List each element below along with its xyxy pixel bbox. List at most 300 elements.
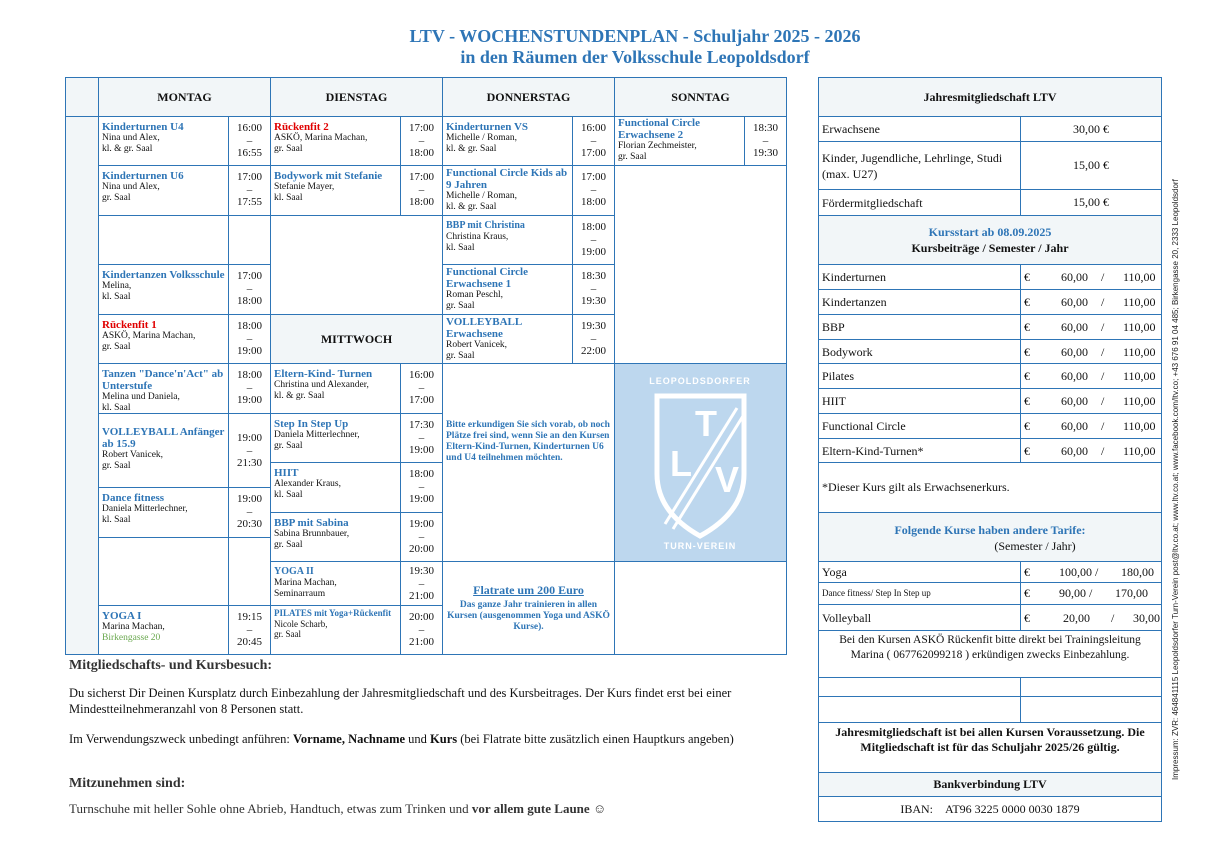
fee-row bbox=[818, 314, 1021, 340]
course-cell bbox=[98, 165, 229, 216]
time-from: 17:00 bbox=[580, 171, 607, 183]
other-fee-label: Dance fitness/ Step In Step up bbox=[822, 588, 931, 598]
time-cell bbox=[400, 165, 443, 216]
time-cell bbox=[400, 605, 443, 655]
currency: € bbox=[1024, 295, 1030, 309]
slash: / bbox=[1101, 320, 1105, 334]
course-name: HIIT bbox=[274, 467, 299, 479]
bring-paragraph bbox=[69, 801, 789, 817]
course-name: Dance fitness bbox=[102, 492, 165, 504]
fee-label: Bodywork bbox=[822, 345, 873, 359]
semester-price: 60,00 bbox=[1061, 369, 1088, 383]
time-cell bbox=[228, 487, 271, 538]
day-header-wednesday: MITTWOCH bbox=[270, 314, 443, 364]
currency: € bbox=[1024, 345, 1030, 359]
time-dash: – bbox=[246, 134, 253, 147]
empty-cell bbox=[818, 677, 1021, 697]
course-info: Alexander Kraus, kl. Saal bbox=[274, 479, 342, 500]
course-info: Daniela Mitterlechner, gr. Saal bbox=[274, 430, 360, 451]
fee-price bbox=[1020, 264, 1162, 290]
currency: € bbox=[1024, 565, 1030, 579]
time-cell bbox=[228, 116, 271, 166]
course-name: BBP mit Christina bbox=[446, 220, 525, 231]
time-dash: – bbox=[418, 577, 425, 590]
notice-text: Bitte erkundigen Sie sich vorab, ob noch Plätze frei sind, wenn Sie an den Kursen Eltern-Kind-Turnen, Kinderturnen U6 und U4 teilnehmen möchten. bbox=[446, 420, 610, 463]
logo-letter-t: T bbox=[695, 403, 717, 444]
fees-header: Kursbeiträge / Semester / Jahr bbox=[911, 241, 1069, 255]
semester-price: 60,00 bbox=[1061, 320, 1088, 334]
time-dash: – bbox=[418, 431, 425, 444]
fee-label: Functional Circle bbox=[822, 419, 906, 433]
other-fee-row bbox=[818, 561, 1021, 583]
time-dash: – bbox=[590, 233, 597, 246]
year-price: 110,00 bbox=[1123, 369, 1156, 383]
time-dash: – bbox=[246, 381, 253, 394]
currency: € bbox=[1024, 586, 1030, 600]
iban-row bbox=[818, 796, 1162, 822]
course-name: Kinderturnen U6 bbox=[102, 170, 184, 182]
other-fee-row bbox=[818, 604, 1021, 631]
course-cell bbox=[270, 605, 401, 655]
time-cell bbox=[400, 413, 443, 463]
time-to: 19:00 bbox=[408, 444, 435, 456]
slash: / bbox=[1101, 444, 1105, 458]
fee-label: Kindertanzen bbox=[822, 295, 887, 309]
time-from: 18:00 bbox=[408, 468, 435, 480]
time-from: 17:00 bbox=[408, 171, 435, 183]
course-name: Functional Circle Erwachsene 1 bbox=[446, 266, 528, 290]
time-to: 19:00 bbox=[236, 394, 263, 406]
time-dash: – bbox=[418, 480, 425, 493]
time-from: 17:00 bbox=[236, 171, 263, 183]
course-info: Nina und Alex, gr. Saal bbox=[102, 182, 160, 203]
impressum: Impressum: ZVR: 464841115 Leopoldsdorfer Turn-Verein post@ltv.co.at; www.ltv.co.at; www.facebook.com/ltv.co; +43 676 91 04 485; Birkengasse 20, 2333 Leopoldsdorf bbox=[1171, 179, 1180, 780]
course-cell bbox=[442, 165, 573, 216]
empty-cell bbox=[1020, 696, 1162, 723]
course-cell bbox=[98, 264, 229, 315]
semester-price: 60,00 bbox=[1061, 419, 1088, 433]
course-cell bbox=[442, 116, 573, 166]
fee-price bbox=[1020, 289, 1162, 315]
course-info: Stefanie Mayer, kl. Saal bbox=[274, 182, 335, 203]
slash: / bbox=[1101, 295, 1105, 309]
time-cell bbox=[400, 363, 443, 414]
course-cell bbox=[98, 487, 229, 538]
membership-header: Jahresmitgliedschaft LTV bbox=[818, 77, 1162, 117]
time-dash: – bbox=[246, 505, 253, 518]
empty-cell bbox=[270, 215, 443, 315]
course-cell bbox=[270, 116, 401, 166]
time-cell bbox=[400, 561, 443, 606]
bank-header: Bankverbindung LTV bbox=[818, 772, 1162, 797]
time-cell bbox=[572, 314, 615, 364]
empty-cell bbox=[1020, 677, 1162, 697]
fee-row bbox=[818, 363, 1021, 389]
membership-row bbox=[818, 141, 1021, 190]
time-from: 18:00 bbox=[236, 369, 263, 381]
empty-cell bbox=[98, 537, 229, 606]
purpose-name: Vorname, Nachname bbox=[293, 732, 406, 746]
time-from: 18:00 bbox=[580, 221, 607, 233]
slash: / bbox=[1101, 270, 1105, 284]
course-name: Functional Circle Kids ab 9 Jahren bbox=[446, 167, 568, 191]
fee-price bbox=[1020, 314, 1162, 340]
time-from: 19:15 bbox=[236, 611, 263, 623]
currency: € bbox=[1024, 394, 1030, 408]
time-dash: – bbox=[418, 530, 425, 543]
semester-price: 60,00 bbox=[1061, 270, 1088, 284]
time-to: 21:00 bbox=[408, 636, 435, 648]
purpose-text-2: und bbox=[405, 732, 431, 746]
course-fees-header bbox=[818, 215, 1162, 265]
course-info: Nicole Scharb, gr. Saal bbox=[274, 618, 328, 639]
course-cell bbox=[270, 413, 401, 463]
other-fee-price bbox=[1020, 604, 1162, 631]
membership-label: Erwachsene bbox=[822, 122, 880, 136]
time-dash: – bbox=[246, 282, 253, 295]
other-fee-label: Volleyball bbox=[822, 611, 872, 625]
membership-label: Kinder, Jugendliche, Lehrlinge, Studi (max. U27) bbox=[822, 151, 1003, 181]
course-cell bbox=[98, 116, 229, 166]
fee-price bbox=[1020, 339, 1162, 364]
course-name: Eltern-Kind- Turnen bbox=[274, 368, 373, 380]
bring-emphasis: vor allem gute Laune bbox=[471, 801, 590, 816]
time-from: 16:00 bbox=[408, 369, 435, 381]
bring-heading: Mitzunehmen sind: bbox=[69, 776, 186, 791]
time-from: 19:30 bbox=[580, 320, 607, 332]
empty-cell bbox=[614, 165, 787, 364]
course-info: Marina Machan, bbox=[102, 622, 165, 632]
time-to: 18:00 bbox=[408, 147, 435, 159]
time-dash: – bbox=[246, 444, 253, 457]
flatrate-text: Das ganze Jahr trainieren in allen Kursen (ausgenommen Yoga und ASKÖ Kurse). bbox=[447, 600, 610, 632]
currency: € bbox=[1024, 369, 1030, 383]
day-header-thursday: DONNERSTAG bbox=[442, 77, 615, 117]
year-price: 30,00 bbox=[1133, 611, 1160, 625]
time-cell bbox=[572, 215, 615, 265]
semester-price: 60,00 bbox=[1061, 394, 1088, 408]
course-info: ASKÖ, Marina Machan, gr. Saal bbox=[274, 133, 368, 154]
empty-cell bbox=[614, 561, 787, 655]
year-price: 110,00 bbox=[1123, 419, 1156, 433]
course-cell bbox=[614, 116, 745, 166]
course-name: YOGA II bbox=[274, 566, 314, 577]
other-fees-header bbox=[818, 512, 1162, 562]
membership-price: 30,00 € bbox=[1020, 116, 1162, 142]
time-cell bbox=[744, 116, 787, 166]
time-from: 17:00 bbox=[236, 270, 263, 282]
course-info: Daniela Mitterlechner, kl. Saal bbox=[102, 504, 188, 525]
flatrate-cell bbox=[442, 561, 615, 655]
time-dash: – bbox=[762, 134, 769, 147]
time-dash: – bbox=[246, 623, 253, 636]
day-header-sunday: SONNTAG bbox=[614, 77, 787, 117]
time-to: 20:00 bbox=[408, 543, 435, 555]
title-line-2: in den Räumen der Volksschule Leopoldsdorf bbox=[460, 47, 810, 67]
logo-text-bottom: TURN-VEREIN bbox=[663, 541, 737, 551]
purpose-course: Kurs bbox=[430, 732, 458, 746]
year-price: 110,00 bbox=[1123, 345, 1156, 359]
course-cell bbox=[270, 363, 401, 414]
time-cell bbox=[400, 116, 443, 166]
time-to: 18:00 bbox=[408, 196, 435, 208]
title-line-1: LTV - WOCHENSTUNDENPLAN - Schuljahr 2025 - 2026 bbox=[409, 26, 861, 46]
slash: / bbox=[1101, 369, 1105, 383]
fee-label: Kinderturnen bbox=[822, 270, 886, 284]
course-cell bbox=[98, 605, 229, 655]
time-dash: – bbox=[246, 332, 253, 345]
fee-row bbox=[818, 264, 1021, 290]
empty-cell bbox=[818, 696, 1021, 723]
semester-price: 90,00 / bbox=[1059, 586, 1093, 600]
fee-label: Eltern-Kind-Turnen* bbox=[822, 444, 924, 458]
footnote-cell bbox=[818, 462, 1162, 513]
time-from: 19:30 bbox=[408, 565, 435, 577]
fee-label: Pilates bbox=[822, 369, 854, 383]
other-fee-price bbox=[1020, 582, 1162, 605]
semester-price: 60,00 bbox=[1061, 345, 1088, 359]
time-to: 21:30 bbox=[236, 457, 263, 469]
year-price: 110,00 bbox=[1123, 444, 1156, 458]
logo-letter-v: V bbox=[715, 459, 740, 500]
membership-paragraph: Du sicherst Dir Deinen Kursplatz durch Einbezahlung der Jahresmitgliedschaft und des Kursbeitrages. Der Kurs findet erst bei einer Mindestteilnehmeranzahl von 8 Personen statt. bbox=[69, 686, 732, 716]
iban-label: IBAN: bbox=[900, 802, 933, 816]
time-from: 18:30 bbox=[752, 122, 779, 134]
time-cell bbox=[400, 512, 443, 562]
membership-label: Fördermitgliedschaft bbox=[822, 196, 923, 210]
currency: € bbox=[1024, 444, 1030, 458]
course-cell bbox=[270, 512, 401, 562]
slash: / bbox=[1101, 345, 1105, 359]
time-from: 19:00 bbox=[236, 432, 263, 444]
time-cell bbox=[228, 413, 271, 488]
currency: € bbox=[1024, 320, 1030, 334]
fee-label: HIIT bbox=[822, 394, 846, 408]
semester-price: 100,00 / bbox=[1059, 565, 1099, 579]
course-cell bbox=[270, 462, 401, 513]
semester-price: 20,00 bbox=[1063, 611, 1090, 625]
asko-note: Bei den Kursen ASKÖ Rückenfit bitte direkt bei Trainingsleitung Marina ( 067762099218 ) erkündigen zwecks Einbezahlung. bbox=[818, 630, 1162, 678]
logo-letter-l: L bbox=[670, 443, 692, 484]
time-from: 18:00 bbox=[236, 320, 263, 332]
course-cell bbox=[98, 413, 229, 488]
time-from: 16:00 bbox=[580, 122, 607, 134]
club-logo bbox=[614, 363, 787, 562]
slash: / bbox=[1111, 611, 1115, 625]
course-cell bbox=[270, 165, 401, 216]
time-to: 19:00 bbox=[236, 345, 263, 357]
row-margin-column bbox=[65, 116, 99, 655]
fee-price bbox=[1020, 388, 1162, 414]
time-to: 17:55 bbox=[236, 196, 263, 208]
course-name: VOLLEYBALL Anfänger ab 15.9 bbox=[102, 426, 225, 450]
membership-row bbox=[818, 189, 1021, 216]
time-cell bbox=[228, 314, 271, 364]
time-to: 19:00 bbox=[580, 246, 607, 258]
time-to: 21:00 bbox=[408, 590, 435, 602]
other-fees-sub: (Semester / Jahr) bbox=[994, 539, 1076, 553]
time-dash: – bbox=[418, 183, 425, 196]
time-cell bbox=[572, 264, 615, 315]
course-info: Melina und Daniela, kl. Saal bbox=[102, 392, 180, 413]
year-price: 110,00 bbox=[1123, 394, 1156, 408]
time-cell bbox=[228, 264, 271, 315]
time-dash: – bbox=[246, 183, 253, 196]
course-info: Nina und Alex, kl. & gr. Saal bbox=[102, 133, 160, 154]
course-info: Sabina Brunnbauer, gr. Saal bbox=[274, 529, 350, 550]
time-dash: – bbox=[590, 134, 597, 147]
year-price: 110,00 bbox=[1123, 295, 1156, 309]
day-header-tuesday: DIENSTAG bbox=[270, 77, 443, 117]
course-start: Kursstart ab 08.09.2025 bbox=[928, 225, 1052, 239]
other-fees-title: Folgende Kurse haben andere Tarife: bbox=[894, 523, 1086, 537]
other-fee-price bbox=[1020, 561, 1162, 583]
time-to: 19:30 bbox=[752, 147, 779, 159]
course-name: YOGA I bbox=[102, 610, 142, 622]
course-info: Robert Vanicek, gr. Saal bbox=[102, 450, 164, 471]
notice-cell bbox=[442, 363, 615, 562]
time-to: 20:45 bbox=[236, 636, 263, 648]
time-from: 17:30 bbox=[408, 419, 435, 431]
time-to: 17:00 bbox=[408, 394, 435, 406]
time-cell bbox=[228, 363, 271, 414]
time-dash: – bbox=[590, 282, 597, 295]
fee-row bbox=[818, 339, 1021, 364]
fee-price bbox=[1020, 413, 1162, 439]
course-info: ASKÖ, Marina Machan, gr. Saal bbox=[102, 331, 196, 352]
club-logo-icon bbox=[615, 364, 786, 561]
empty-time-cell bbox=[228, 537, 271, 606]
time-from: 20:00 bbox=[408, 611, 435, 623]
fee-price bbox=[1020, 438, 1162, 463]
slash: / bbox=[1101, 419, 1105, 433]
course-cell bbox=[442, 264, 573, 315]
course-cell bbox=[98, 363, 229, 414]
time-from: 19:00 bbox=[408, 518, 435, 530]
course-name: Tanzen "Dance'n'Act" ab Unterstufe bbox=[102, 368, 224, 392]
time-dash: – bbox=[418, 381, 425, 394]
course-name: Step In Step Up bbox=[274, 418, 349, 430]
course-name: PILATES mit Yoga+Rückenfit bbox=[274, 608, 392, 618]
time-to: 20:30 bbox=[236, 518, 263, 530]
fee-row bbox=[818, 388, 1021, 414]
iban-value: AT96 3225 0000 0030 1879 bbox=[945, 802, 1080, 816]
time-to: 17:00 bbox=[580, 147, 607, 159]
semester-price: 60,00 bbox=[1061, 444, 1088, 458]
semester-price: 60,00 bbox=[1061, 295, 1088, 309]
currency: € bbox=[1024, 419, 1030, 433]
smiley-icon: ☺ bbox=[589, 801, 607, 816]
course-name: Kinderturnen VS bbox=[446, 121, 529, 133]
course-info: Christina Kraus, kl. Saal bbox=[446, 232, 509, 253]
bring-text: Turnschuhe mit heller Sohle ohne Abrieb, Handtuch, etwas zum Trinken und bbox=[69, 801, 472, 816]
course-name: Bodywork mit Stefanie bbox=[274, 170, 383, 182]
time-cell bbox=[572, 116, 615, 166]
other-fee-row bbox=[818, 582, 1021, 605]
time-dash: – bbox=[418, 134, 425, 147]
page-title bbox=[230, 26, 1040, 68]
time-to: 19:00 bbox=[408, 493, 435, 505]
time-dash: – bbox=[418, 623, 425, 636]
time-cell bbox=[400, 462, 443, 513]
course-name: Functional Circle Erwachsene 2 bbox=[618, 117, 700, 141]
course-name: Rückenfit 2 bbox=[274, 121, 329, 133]
year-price: 110,00 bbox=[1123, 320, 1156, 334]
course-cell bbox=[270, 561, 401, 606]
fee-row bbox=[818, 289, 1021, 315]
time-to: 16:55 bbox=[236, 147, 263, 159]
year-price: 170,00 bbox=[1115, 586, 1148, 600]
course-cell bbox=[98, 314, 229, 364]
time-from: 16:00 bbox=[236, 122, 263, 134]
currency: € bbox=[1024, 611, 1030, 625]
course-location: Birkengasse 20 bbox=[102, 633, 161, 643]
logo-text-top: LEOPOLDSDORFER bbox=[649, 376, 751, 386]
time-cell bbox=[228, 165, 271, 216]
time-to: 18:00 bbox=[236, 295, 263, 307]
course-info: Marina Machan, Seminarraum bbox=[274, 578, 337, 599]
course-cell bbox=[442, 314, 573, 364]
course-name: Kinderturnen U4 bbox=[102, 121, 184, 133]
membership-price: 15,00 € bbox=[1020, 141, 1162, 190]
footnote: *Dieser Kurs gilt als Erwachsenerkurs. bbox=[822, 480, 1010, 494]
corner-cell bbox=[65, 77, 99, 117]
flatrate-title: Flatrate um 200 Euro bbox=[473, 583, 584, 597]
purpose-text-3: (bei Flatrate bitte zusätzlich einen Hauptkurs angeben) bbox=[457, 732, 734, 746]
fee-price bbox=[1020, 363, 1162, 389]
course-info: Michelle / Roman, kl. & gr. Saal bbox=[446, 133, 517, 154]
course-name: BBP mit Sabina bbox=[274, 517, 349, 529]
course-info: Roman Peschl, gr. Saal bbox=[446, 290, 503, 311]
course-info: Michelle / Roman, kl. & gr. Saal bbox=[446, 191, 517, 212]
time-to: 19:30 bbox=[580, 295, 607, 307]
empty-cell bbox=[98, 215, 229, 265]
currency: € bbox=[1024, 270, 1030, 284]
fee-label: BBP bbox=[822, 320, 845, 334]
course-info: Melina, kl. Saal bbox=[102, 281, 132, 302]
fee-row bbox=[818, 438, 1021, 463]
membership-row bbox=[818, 116, 1021, 142]
requirement-note: Jahresmitgliedschaft ist bei allen Kursen Voraussetzung. Die Mitgliedschaft ist für das Schuljahr 2025/26 gültig. bbox=[818, 722, 1162, 773]
course-info: Robert Vanicek, gr. Saal bbox=[446, 340, 508, 361]
course-name: Kindertanzen Volksschule bbox=[102, 269, 225, 281]
time-from: 17:00 bbox=[408, 122, 435, 134]
other-fee-label: Yoga bbox=[822, 565, 847, 579]
empty-time-cell bbox=[228, 215, 271, 265]
course-cell bbox=[442, 215, 573, 265]
time-from: 19:00 bbox=[236, 493, 263, 505]
year-price: 110,00 bbox=[1123, 270, 1156, 284]
course-name: VOLLEYBALL Erwachsene bbox=[446, 316, 522, 340]
membership-heading: Mitgliedschafts- und Kursbesuch: bbox=[69, 658, 273, 673]
course-name: Rückenfit 1 bbox=[102, 319, 157, 331]
time-from: 18:30 bbox=[580, 270, 607, 282]
slash: / bbox=[1101, 394, 1105, 408]
fee-row bbox=[818, 413, 1021, 439]
membership-price: 15,00 € bbox=[1020, 189, 1162, 216]
time-cell bbox=[228, 605, 271, 655]
purpose-text-1: Im Verwendungszweck unbedingt anführen: bbox=[69, 732, 294, 746]
time-dash: – bbox=[590, 183, 597, 196]
time-to: 18:00 bbox=[580, 196, 607, 208]
course-info: Florian Zechmeister, gr. Saal bbox=[618, 141, 697, 162]
time-to: 22:00 bbox=[580, 345, 607, 357]
day-header-monday: MONTAG bbox=[98, 77, 271, 117]
year-price: 180,00 bbox=[1121, 565, 1154, 579]
purpose-paragraph bbox=[69, 731, 789, 747]
time-cell bbox=[572, 165, 615, 216]
time-dash: – bbox=[590, 332, 597, 345]
